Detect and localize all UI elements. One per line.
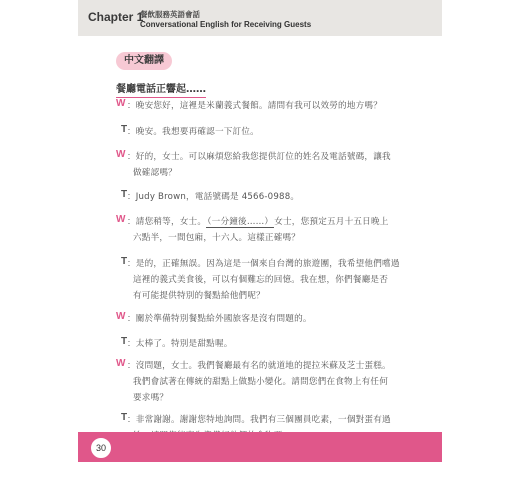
speaker-label: T bbox=[121, 412, 128, 423]
dialogue-line: 有可能提供特別的餐點給他們呢？ bbox=[133, 291, 265, 301]
dialogue-line: 我們會試著在傳統的甜點上做點小變化。請問您們在食物上有任何 bbox=[133, 377, 389, 387]
dialogue-line: 要求嗎？ bbox=[133, 393, 169, 403]
speaker-label: T bbox=[121, 124, 128, 135]
dialogue-line: 六點半，一間包廂，十六人。這樣正確嗎？ bbox=[133, 233, 301, 243]
dialogue-line: ：關於準備特別餐點給外國旅客是沒有問題的。 bbox=[127, 314, 312, 324]
dialogue-line: ：晚安。我想要再確認一下訂位。 bbox=[127, 127, 259, 137]
speaker-label: T bbox=[121, 189, 128, 200]
dialogue-line: 這裡的義式美食後，可以有個難忘的回憶。我在想，你們餐廳是否 bbox=[133, 275, 389, 285]
dialogue-line: ：沒問題，女士。我們餐廳最有名的就道地的提拉米蘇及芝士蛋糕。 bbox=[127, 361, 391, 371]
dialogue-line: ：請您稍等，女士。（一分鐘後……）女士，您預定五月十五日晚上 bbox=[127, 217, 389, 227]
speaker-label: T bbox=[121, 336, 128, 347]
dialogue-line: ：非常謝謝。謝謝您特地詢問。我們有三個團員吃素，一個對蛋有過 bbox=[127, 415, 391, 425]
dialogue-line: ：好的，女士。可以麻煩您給我您提供訂位的姓名及電話號碼，讓我 bbox=[127, 152, 391, 162]
dialogue-line: ：Judy Brown，電話號碼是 4566-0988。 bbox=[127, 192, 300, 202]
book-page bbox=[78, 0, 442, 500]
section-subhead: 餐廳電話正響起…… bbox=[116, 80, 206, 98]
speaker-label: W bbox=[116, 149, 126, 160]
page-footer bbox=[78, 432, 442, 462]
blank-phrase: （一分鐘後……） bbox=[207, 217, 274, 227]
page-number: 30 bbox=[90, 437, 112, 459]
speaker-label: T bbox=[121, 256, 128, 267]
chapter-title-zh: 餐飲服務英語會話 bbox=[140, 10, 200, 19]
dialogue-line: 做確認嗎？ bbox=[133, 168, 177, 178]
dialogue-line: ：晚安您好，這裡是米蘭義式餐館。請問有我可以效勞的地方嗎？ bbox=[127, 101, 383, 111]
chapter-title-en: Conversational English for Receiving Guests bbox=[140, 20, 312, 29]
speaker-label: W bbox=[116, 311, 126, 322]
speaker-label: W bbox=[116, 358, 126, 369]
section-tab: 中文翻譯 bbox=[116, 52, 172, 70]
chapter-header bbox=[78, 0, 442, 36]
speaker-label: W bbox=[116, 214, 126, 225]
chapter-label: Chapter 1 bbox=[88, 10, 144, 24]
speaker-label: W bbox=[116, 98, 126, 109]
dialogue-line: ：是的，正確無誤。因為這是一個來自台灣的旅遊團，我希望他們嚐過 bbox=[127, 259, 400, 269]
dialogue-line: ：太棒了。特別是甜點喔。 bbox=[127, 339, 233, 349]
